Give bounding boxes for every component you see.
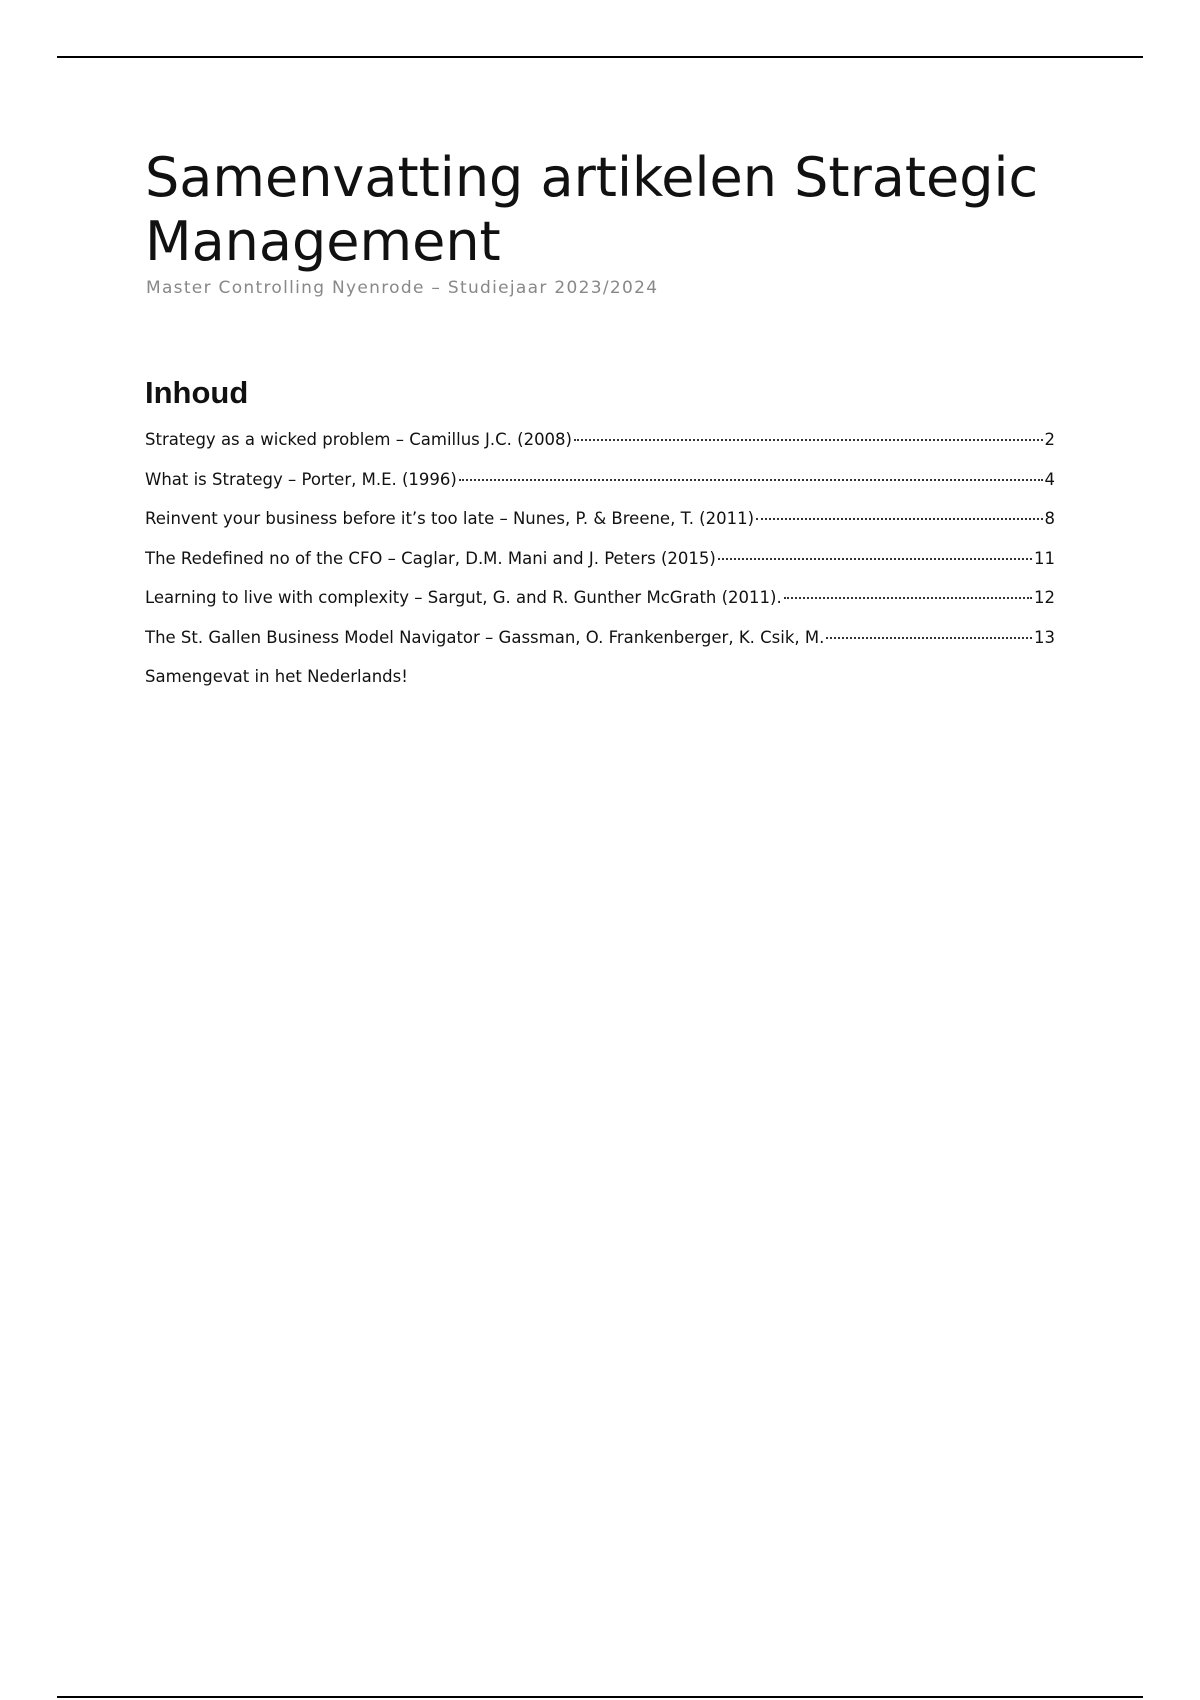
- toc-entry-title: The St. Gallen Business Model Navigator – Gassman, O. Frankenberger, K. Csik, M.: [145, 627, 825, 647]
- language-note: Samengevat in het Nederlands!: [145, 667, 408, 686]
- toc-entry-title: What is Strategy – Porter, M.E. (1996): [145, 469, 457, 489]
- toc-heading: Inhoud: [145, 375, 249, 410]
- document-title: Samenvatting artikelen Strategic Management: [145, 146, 1039, 273]
- toc-entry-title: The Redefined no of the CFO – Caglar, D.M. Mani and J. Peters (2015): [145, 548, 716, 568]
- toc-entry[interactable]: [145, 547, 1055, 587]
- toc-entry-page: 12: [1034, 588, 1055, 607]
- document-subtitle: Master Controlling Nyenrode – Studiejaar 2023/2024: [146, 278, 659, 298]
- table-of-contents: [145, 428, 1055, 665]
- toc-entry-title: Reinvent your business before it’s too late – Nunes, P. & Breene, T. (2011): [145, 509, 755, 528]
- toc-leader-dots: [574, 435, 1043, 441]
- toc-entry[interactable]: [145, 428, 1055, 468]
- toc-entry[interactable]: [145, 507, 1055, 547]
- header-rule: [57, 56, 1143, 58]
- toc-entry-page: 11: [1034, 548, 1055, 568]
- toc-entry-page: 13: [1034, 627, 1055, 647]
- toc-leader-dots: [718, 554, 1032, 560]
- toc-entry[interactable]: [145, 626, 1055, 666]
- toc-entry-title: Strategy as a wicked problem – Camillus J.C. (2008): [145, 430, 572, 449]
- toc-entry-page: 8: [1044, 509, 1055, 528]
- toc-entry[interactable]: [145, 586, 1055, 626]
- toc-leader-dots: [459, 475, 1043, 481]
- toc-leader-dots: [784, 593, 1032, 599]
- footer-rule: [57, 1696, 1143, 1698]
- toc-entry-title: Learning to live with complexity – Sargut, G. and R. Gunther McGrath (2011).: [145, 588, 782, 607]
- toc-leader-dots: [826, 633, 1032, 639]
- toc-entry-page: 2: [1044, 430, 1055, 449]
- toc-leader-dots: [756, 514, 1042, 520]
- toc-entry-page: 4: [1044, 469, 1055, 489]
- toc-entry[interactable]: [145, 468, 1055, 508]
